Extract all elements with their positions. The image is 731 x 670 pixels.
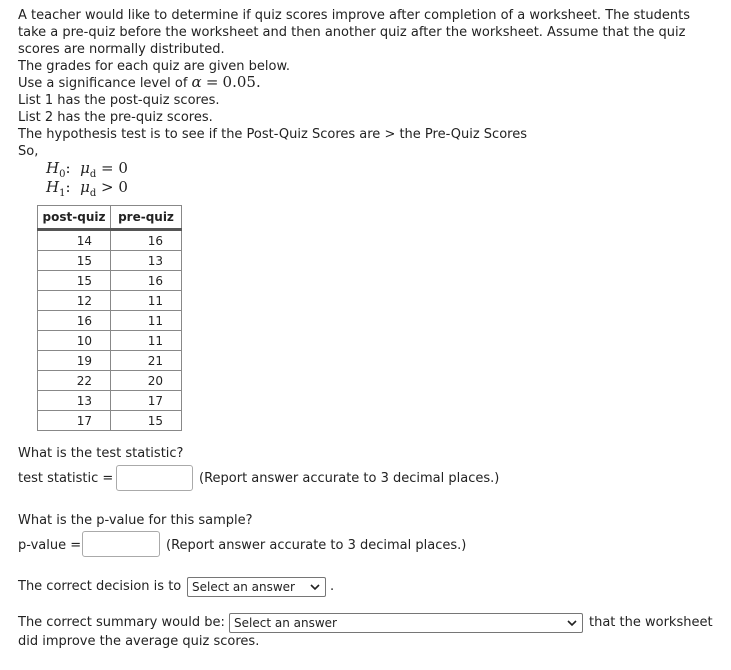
decision-suffix: . [330, 579, 335, 594]
table-row [38, 331, 182, 351]
alternative-hypothesis [46, 178, 128, 203]
pre-quiz-cell: 11 [111, 331, 182, 351]
test-statistic-question: What is the test statistic? [18, 446, 184, 461]
intro-line-1: A teacher would like to determine if quiz scores improve after completion of a worksheet. The students [18, 8, 690, 23]
post-quiz-cell: 14 [38, 230, 111, 251]
alpha-equals: = [205, 73, 219, 91]
alpha-symbol: α [191, 73, 202, 91]
significance-line [18, 74, 261, 92]
intro-line-8: The hypothesis test is to see if the Post-Quiz Scores are > the Pre-Quiz Scores [18, 127, 527, 142]
intro-line-6: List 1 has the post-quiz scores. [18, 93, 220, 108]
h0-relation: = 0 [101, 159, 128, 177]
post-quiz-cell: 15 [38, 251, 111, 271]
summary-suffix: that the worksheet [589, 615, 713, 630]
post-quiz-cell: 22 [38, 371, 111, 391]
pre-quiz-cell: 17 [111, 391, 182, 411]
pre-quiz-cell: 16 [111, 271, 182, 291]
h0-mu: μ [80, 159, 90, 177]
h1-relation: > 0 [101, 178, 128, 196]
table-row [38, 230, 182, 251]
table-row [38, 271, 182, 291]
intro-line-9: So, [18, 144, 39, 159]
pre-quiz-cell: 21 [111, 351, 182, 371]
test-statistic-label: test statistic = [18, 471, 114, 486]
intro-line-3: scores are normally distributed. [18, 42, 225, 57]
pre-quiz-cell: 20 [111, 371, 182, 391]
table-header-row [38, 206, 182, 230]
intro-line-4: The grades for each quiz are given below. [18, 59, 291, 74]
p-value-input[interactable] [82, 531, 160, 557]
pre-quiz-cell: 15 [111, 411, 182, 431]
chevron-down-icon [310, 582, 320, 592]
summary-line-2: did improve the average quiz scores. [18, 634, 260, 649]
intro-line-7: List 2 has the pre-quiz scores. [18, 110, 213, 125]
h1-mu: μ [80, 178, 90, 196]
test-statistic-note: (Report answer accurate to 3 decimal places.) [199, 471, 500, 486]
post-quiz-cell: 19 [38, 351, 111, 371]
h0-letter: H [46, 159, 60, 177]
summary-select-value: Select an answer [234, 616, 337, 630]
quiz-scores-table [37, 205, 182, 431]
post-quiz-cell: 12 [38, 291, 111, 311]
table-row [38, 311, 182, 331]
table-row [38, 351, 182, 371]
post-quiz-cell: 16 [38, 311, 111, 331]
post-quiz-cell: 10 [38, 331, 111, 351]
test-statistic-input[interactable] [116, 465, 193, 491]
pre-quiz-cell: 13 [111, 251, 182, 271]
h0-colon: : [65, 159, 71, 177]
decision-select-value: Select an answer [192, 580, 295, 594]
p-value-label: p-value = [18, 538, 82, 553]
chevron-down-icon [567, 618, 577, 628]
decision-select[interactable] [187, 577, 326, 597]
h1-colon: : [65, 178, 71, 196]
summary-prefix: The correct summary would be: [18, 615, 225, 630]
h0-subscript: 0 [59, 169, 66, 180]
header-pre-quiz: pre-quiz [111, 206, 182, 230]
h0-mu-subscript: d [89, 169, 97, 180]
alpha-value: 0.05 [222, 73, 256, 91]
table-row [38, 251, 182, 271]
table-row [38, 291, 182, 311]
h1-letter: H [46, 178, 60, 196]
pre-quiz-cell: 16 [111, 230, 182, 251]
decision-prefix: The correct decision is to [18, 579, 182, 594]
post-quiz-cell: 17 [38, 411, 111, 431]
table-row [38, 411, 182, 431]
pre-quiz-cell: 11 [111, 311, 182, 331]
table-row [38, 391, 182, 411]
summary-select[interactable] [229, 613, 583, 633]
h1-mu-subscript: d [89, 188, 97, 199]
post-quiz-cell: 13 [38, 391, 111, 411]
header-post-quiz: post-quiz [38, 206, 111, 230]
table-row [38, 371, 182, 391]
significance-prefix: Use a significance level of [18, 76, 188, 91]
intro-line-2: take a pre-quiz before the worksheet and then another quiz after the worksheet. Assume that the quiz [18, 25, 686, 40]
alpha-period: . [255, 73, 261, 91]
p-value-note: (Report answer accurate to 3 decimal places.) [166, 538, 467, 553]
h1-subscript: 1 [59, 188, 66, 199]
p-value-question: What is the p-value for this sample? [18, 513, 253, 528]
pre-quiz-cell: 11 [111, 291, 182, 311]
post-quiz-cell: 15 [38, 271, 111, 291]
